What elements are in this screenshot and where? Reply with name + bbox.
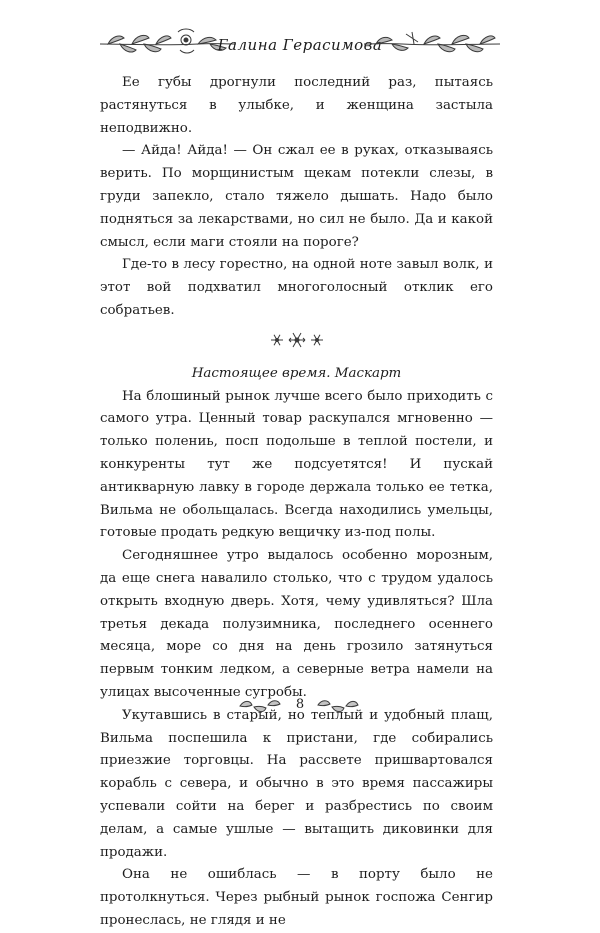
paragraph: Она не ошиблась — в порту было не протолкнуться. Через рыбный рынок госпожа Сенгир пронеслась, не глядя и не [100, 867, 493, 928]
right-floral-ornament [362, 22, 502, 62]
page-body [100, 72, 493, 933]
section-divider [100, 323, 493, 363]
section-title: Настоящее время. Маскарт [191, 365, 402, 381]
paragraph: — Айда! Айда! — Он сжал ее в руках, отказываясь верить. По морщинистым щекам потекли слезы, в груди запекло, стало тяжело дышать. Надо было подняться за лекарствами, но сил не было. Да и какой смысл, если маги стояли на пороге? [100, 143, 493, 250]
running-header [0, 22, 600, 72]
paragraph: Сегодняшнее утро выдалось особенно морозным, да еще снега навалило столько, что с трудом удалось открыть входную дверь. Хотя, чему удивляться? Шла третья декада полузимника, последнего осеннего месяца, море со дня на день грозило затянуться первым тонким ледком, а северные ветра намели на улицах высоченные сугробы. [100, 548, 493, 700]
right-footer-ornament-icon [314, 697, 364, 715]
paragraph: Укутавшись в старый, но теплый и удобный плащ, Вильма поспешила к пристани, где собирались приезжие торговцы. На рассвете пришвартовался корабль с севера, и обычно в это время пассажиры успевали сойти на берег и разбрестись по своим делам, а самые ушлые — вытащить диковинки для продажи. [100, 707, 493, 860]
snowflake-ornament-icon [267, 329, 327, 351]
page-footer [0, 695, 600, 725]
paragraph: На блошиный рынок лучше всего было приходить с самого утра. Ценный товар раскупался мгновенно — только полениь, посп подольше в теплой постели, и конкуренты тут же подсуетятся! И пускай антикварную лавку в городе держала только ее тетка, Вильма не обольщалась. Всегда находились умельцы, готовые продать редкую вещичку из-под полы. [100, 388, 493, 541]
page-number: 8 [295, 697, 305, 712]
author-name: Галина Герасимова [217, 36, 383, 54]
paragraph: Ее губы дрогнули последний раз, пытаясь растянуться в улыбке, и женщина застыла неподвижно. [100, 75, 493, 136]
paragraph: Где-то в лесу горестно, на одной ноте завыл волк, и этот вой подхватил многоголосный отклик его собратьев. [100, 257, 493, 318]
